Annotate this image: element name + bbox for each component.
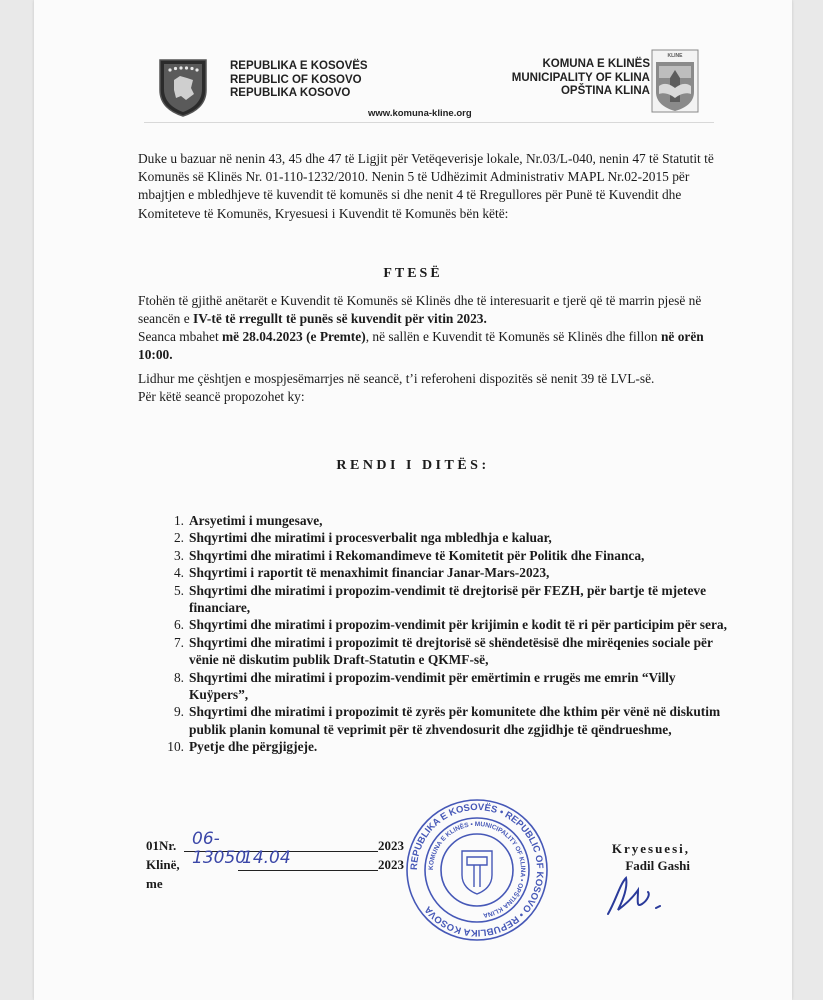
agenda-item-number: 10. bbox=[167, 739, 184, 755]
date-label: Klinë, me bbox=[146, 857, 180, 891]
agenda-item-text: Shqyrtimi dhe miratimi i procesverbalit nga mbledhja e kaluar, bbox=[189, 530, 552, 546]
session-location: , në sallën e Kuvendit të Komunës së Klinës dhe fillon bbox=[365, 329, 661, 344]
proposal-intro: Për këtë seancë propozohet ky: bbox=[138, 389, 305, 404]
agenda-item bbox=[138, 669, 734, 704]
signer-title: Kryesuesi, bbox=[611, 841, 690, 856]
agenda-item-number: 5. bbox=[173, 582, 184, 598]
agenda-item-text: Shqyrtimi dhe miratimi i Rekomandimeve të Komitetit për Politik dhe Financa, bbox=[189, 547, 645, 563]
header-right-line: OPŠTINA KLINA bbox=[560, 85, 650, 97]
agenda-item-number: 8. bbox=[173, 669, 184, 685]
stamp-outer-text: REPUBLIKA E KOSOVËS • REPUBLIC OF KOSOVO • REPUBLIKA KOSOVA bbox=[408, 801, 546, 939]
agenda-item-text: Pyetje dhe përgjigjeje. bbox=[189, 739, 318, 755]
agenda-item-text: Arsyetimi i mungesave, bbox=[189, 513, 323, 528]
reference-number-label: 01Nr. bbox=[146, 838, 177, 853]
signer-block bbox=[574, 840, 690, 874]
logo-caption: KLINE bbox=[667, 53, 683, 59]
agenda-item-number: 3. bbox=[173, 547, 184, 563]
header-right-line: KOMUNA E KLINËS bbox=[542, 58, 650, 70]
reference-year: 2023 bbox=[378, 838, 404, 853]
agenda-item-text: Shqyrtimi i raportit të menaxhimit financiar Janar-Mars-2023, bbox=[189, 565, 550, 581]
session-text: Seanca mbahet bbox=[138, 329, 223, 344]
invitation-text: Ftohën të gjithë anëtarët e Kuvendit të Komunës së Klinës dhe të interesuarit e tjerë që të marrin pjesë në seancën e bbox=[138, 293, 702, 326]
agenda-item-number: 1. bbox=[173, 513, 184, 528]
date-year: 2023 bbox=[378, 857, 404, 872]
date-handwritten: 14.04 bbox=[242, 848, 291, 868]
agenda-item-text: Shqyrtimi dhe miratimi i propozimit të zyrës për komunitete dhe kthim për vënë në diskutim publik planin komunal të veprimit për të zhvendosurit dhe zgjidhje të qëndrueshme, bbox=[189, 704, 721, 737]
agenda-item-text: Shqyrtimi dhe miratimi i propozimit të drejtorisë së shëndetësisë dhe mirëqenies sociale për vënie në diskutim publik Draft-Statutin e QKMF-së, bbox=[189, 634, 713, 668]
agenda-item bbox=[138, 564, 734, 581]
header-country-names bbox=[230, 60, 368, 101]
header-left-line: REPUBLIC OF KOSOVO bbox=[230, 73, 362, 86]
agenda-item-number: 7. bbox=[173, 634, 184, 650]
session-date: më 28.04.2023 (e Premte) bbox=[222, 329, 366, 344]
document-page bbox=[34, 0, 792, 1000]
legal-basis-paragraph: Duke u bazuar në nenin 43, 45 dhe 47 të Ligjit për Vetëqeverisje lokale, Nr.03/L-040, nenin 47 të Statutit të Komunës së Klinës Nr. 01-110-1232/2010. Nenin 5 të Udhëzimit Administrativ MAPL Nr.02-2015 për mbajtjen e mbledhjeve të kuvendit të komunës si dhe nenit 4 të Rregullores për Punë të Kuvendit dhe Komiteteve të Komunës, Kryesuesi i Kuvendit të Komunës bën këtë: bbox=[138, 151, 714, 221]
header-left-line: REPUBLIKA E KOSOVËS bbox=[230, 60, 368, 72]
agenda-item bbox=[138, 547, 734, 564]
signer-name: Fadil Gashi bbox=[625, 858, 690, 873]
agenda-item-number: 6. bbox=[173, 617, 184, 633]
agenda-item bbox=[138, 529, 734, 546]
stamp-inner-text: KOMUNA E KLINËS • MUNICIPALITY OF KLINA • OPŠTINA KLINA bbox=[427, 820, 527, 919]
absence-note: Lidhur me çështjen e mospjesëmarrjes në seancë, t’i referoheni dispozitës së nenit 39 të LVL-së. bbox=[138, 371, 655, 386]
agenda-item bbox=[138, 616, 734, 633]
agenda-item-text: Shqyrtimi dhe miratimi i propozim-vendimit për krijimin e kodit të ri për participim për sera, bbox=[189, 617, 727, 633]
handwritten-signature-icon bbox=[598, 870, 688, 920]
agenda-item-number: 9. bbox=[173, 704, 184, 720]
invitation-title: FTESË bbox=[383, 266, 443, 281]
agenda-item bbox=[138, 634, 734, 669]
agenda-item-number: 4. bbox=[173, 565, 184, 581]
kosovo-coat-of-arms-icon bbox=[156, 56, 210, 118]
header-left-line: REPUBLIKA KOSOVO bbox=[230, 87, 351, 99]
header-right-line: MUNICIPALITY OF KLINA bbox=[511, 71, 650, 84]
agenda-item bbox=[138, 703, 734, 738]
klina-municipal-logo-icon bbox=[650, 48, 700, 114]
agenda-item bbox=[138, 582, 734, 617]
session-number: IV-të të rregullt të punës së kuvendit për vitin 2023. bbox=[193, 310, 487, 326]
header-divider bbox=[144, 122, 714, 123]
agenda-list bbox=[138, 512, 734, 756]
session-details-paragraph bbox=[138, 328, 738, 363]
session-time: në orën 10:00. bbox=[138, 329, 704, 362]
agenda-item bbox=[138, 512, 734, 529]
agenda-item bbox=[138, 738, 734, 755]
agenda-item-text: Shqyrtimi dhe miratimi i propozim-vendimit për emërtimin e rrugës me emrin “Villy Kuÿpers”, bbox=[189, 669, 676, 703]
agenda-item-number: 2. bbox=[173, 530, 184, 546]
header-municipality-names bbox=[470, 58, 650, 99]
invitation-paragraph bbox=[138, 292, 738, 327]
official-stamp-icon bbox=[402, 795, 552, 945]
agenda-item-text: Shqyrtimi dhe miratimi i propozim-vendimit të drejtorisë për FEZH, për bartje të mjeteve financiare, bbox=[189, 582, 707, 616]
agenda-title: RENDI I DITËS: bbox=[336, 458, 490, 473]
website-link[interactable]: www.komuna-kline.org bbox=[368, 108, 472, 119]
reference-number-handwritten: 06-13050 bbox=[192, 829, 247, 868]
